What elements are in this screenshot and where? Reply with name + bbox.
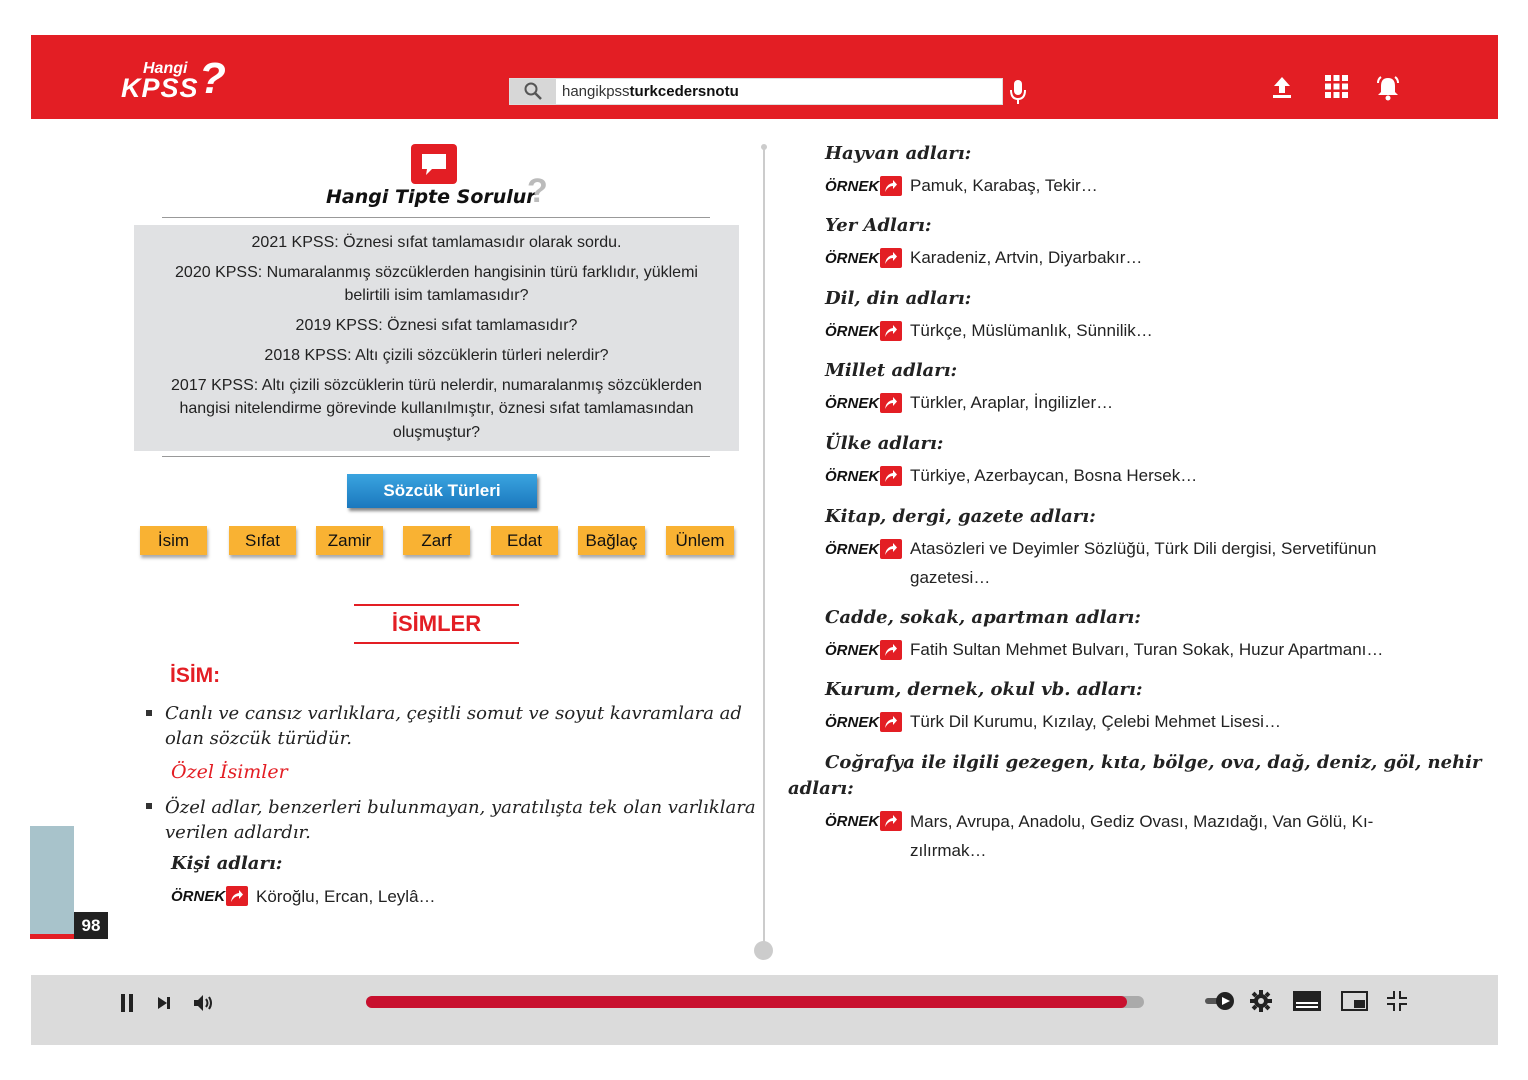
ornek-label: ÖRNEK bbox=[825, 714, 880, 731]
upload-icon[interactable] bbox=[1271, 75, 1293, 99]
search-input[interactable] bbox=[562, 83, 739, 100]
ornek-arrow-icon-box bbox=[226, 886, 248, 906]
definition-line: Canlı ve cansız varlıklara, çeşitli somut ve soyut kavramlara ad bbox=[165, 703, 742, 724]
arrow-icon bbox=[884, 396, 898, 410]
section-heading: Kitap, dergi, gazete adları: bbox=[825, 506, 1096, 527]
ornek-arrow-icon-box bbox=[880, 539, 902, 559]
side-tab bbox=[30, 826, 74, 934]
example-text: Karadeniz, Artvin, Diyarbakır… bbox=[910, 248, 1143, 267]
subtitles-icon[interactable] bbox=[1293, 991, 1321, 1011]
ornek-arrow-icon-box bbox=[880, 466, 902, 486]
search-icon bbox=[524, 82, 542, 100]
player-bar bbox=[31, 975, 1498, 1045]
example-text: Türkçe, Müslümanlık, Sünnilik… bbox=[910, 321, 1153, 340]
ornek-arrow-icon-box bbox=[880, 393, 902, 413]
apps-grid-icon[interactable] bbox=[1325, 75, 1348, 98]
ornek-arrow-icon-box bbox=[880, 176, 902, 196]
question-line: 2019 KPSS: Öznesi sıfat tamlamasıdır? bbox=[295, 317, 578, 334]
ornek-label: ÖRNEK bbox=[825, 250, 880, 267]
ornek-label: ÖRNEK bbox=[825, 395, 880, 412]
next-icon[interactable] bbox=[157, 996, 171, 1010]
question-line: 2017 KPSS: Altı çizili sözcüklerin türü nelerdir, numaralanmış sözcüklerden bbox=[171, 377, 702, 394]
question-line: 2020 KPSS: Numaralanmış sözcüklerden hangisinin türü farklıdır, yüklemi bbox=[175, 264, 698, 281]
top-bar bbox=[31, 35, 1498, 119]
section-heading: Coğrafya ile ilgili gezegen, kıta, bölge, ova, dağ, deniz, göl, nehir bbox=[825, 752, 1482, 773]
divider-bottom bbox=[162, 456, 710, 457]
section-title: İSİMLER bbox=[354, 604, 519, 644]
ornek-label: ÖRNEK bbox=[825, 468, 880, 485]
definition-line: Özel adlar, benzerleri bulunmayan, yaratılışta tek olan varlıklara bbox=[165, 797, 756, 818]
autoplay-toggle-icon[interactable] bbox=[1205, 991, 1235, 1011]
question-line: hangisi nitelendirme görevinde kullanılmıştır, öznesi sıfat tamlamasından bbox=[179, 400, 694, 417]
ozel-isimler-heading: Özel İsimler bbox=[171, 761, 288, 783]
arrow-icon bbox=[884, 179, 898, 193]
speech-bubble-icon bbox=[420, 152, 448, 178]
exit-fullscreen-icon[interactable] bbox=[1386, 990, 1408, 1012]
side-tab-accent bbox=[30, 934, 75, 939]
page-divider-top bbox=[761, 144, 767, 150]
example-text: Fatih Sultan Mehmet Bulvarı, Turan Sokak, Huzur Apartmanı… bbox=[910, 640, 1384, 659]
logo-top-text: Hangi bbox=[143, 60, 188, 77]
arrow-icon bbox=[884, 715, 898, 729]
question-line: oluşmuştur? bbox=[392, 424, 481, 441]
kisi-adlari-heading: Kişi adları: bbox=[171, 853, 283, 874]
example-text: Mars, Avrupa, Anadolu, Gediz Ovası, Mazıdağı, Van Gölü, Kı- bbox=[910, 812, 1374, 831]
ornek-arrow-icon-box bbox=[880, 321, 902, 341]
microphone-icon[interactable] bbox=[1008, 79, 1028, 105]
example-text: Atasözleri ve Deyimler Sözlüğü, Türk Dili dergisi, Servetifünun bbox=[910, 539, 1377, 558]
example-text: Pamuk, Karabaş, Tekir… bbox=[910, 176, 1098, 195]
section-heading: Millet adları: bbox=[825, 360, 958, 381]
type-tag-isim[interactable]: İsim bbox=[140, 526, 207, 555]
arrow-icon bbox=[884, 324, 898, 338]
example-text: Türkler, Araplar, İngilizler… bbox=[910, 393, 1114, 412]
arrow-icon bbox=[230, 889, 244, 903]
definition-line: olan sözcük türüdür. bbox=[165, 728, 352, 749]
section-heading: Cadde, sokak, apartman adları: bbox=[825, 607, 1141, 628]
section-heading: Dil, din adları: bbox=[825, 288, 972, 309]
question-line: 2021 KPSS: Öznesi sıfat tamlamasıdır olarak sordu. bbox=[251, 234, 622, 251]
logo-question-mark: ? bbox=[199, 54, 226, 103]
miniplayer-icon[interactable] bbox=[1341, 991, 1368, 1011]
type-tag-baglac[interactable]: Bağlaç bbox=[578, 526, 645, 555]
section-heading: Yer Adları: bbox=[825, 215, 932, 236]
isim-heading: İSİM: bbox=[170, 664, 221, 687]
section-heading: adları: bbox=[788, 778, 854, 799]
ornek-label: ÖRNEK bbox=[171, 888, 226, 905]
arrow-icon bbox=[884, 469, 898, 483]
divider-top bbox=[162, 217, 710, 218]
section-heading: Ülke adları: bbox=[825, 433, 944, 454]
search-prefix: hangikpss bbox=[562, 83, 630, 100]
type-tag-sifat[interactable]: Sıfat bbox=[229, 526, 296, 555]
volume-icon[interactable] bbox=[193, 994, 215, 1012]
bullet bbox=[146, 710, 154, 718]
ornek-arrow-icon-box bbox=[880, 712, 902, 732]
ornek-arrow-icon-box bbox=[880, 248, 902, 268]
ornek-label: ÖRNEK bbox=[825, 813, 880, 830]
arrow-icon bbox=[884, 251, 898, 265]
bullet bbox=[146, 803, 154, 811]
search-icon-box[interactable] bbox=[510, 79, 556, 104]
ornek-label: ÖRNEK bbox=[825, 323, 880, 340]
progress-fill bbox=[366, 996, 1127, 1008]
example-text: Türkiye, Azerbaycan, Bosna Hersek… bbox=[910, 466, 1198, 485]
section-heading: Kurum, dernek, okul vb. adları: bbox=[825, 679, 1143, 700]
question-title-mark: ? bbox=[527, 172, 548, 210]
question-section-title: Hangi Tipte Sorulur bbox=[326, 186, 536, 208]
example-text: zılırmak… bbox=[910, 841, 987, 860]
search-bold: turkcedersnotu bbox=[629, 83, 739, 100]
ornek-arrow-icon-box bbox=[880, 811, 902, 831]
search-bar[interactable] bbox=[509, 78, 1003, 105]
type-tag-zarf[interactable]: Zarf bbox=[403, 526, 470, 555]
ornek-label: ÖRNEK bbox=[825, 178, 880, 195]
arrow-icon bbox=[884, 643, 898, 657]
type-tag-zamir[interactable]: Zamir bbox=[316, 526, 383, 555]
definition-line: verilen adlardır. bbox=[165, 822, 311, 843]
example-text: gazetesi… bbox=[910, 568, 991, 587]
arrow-icon bbox=[884, 542, 898, 556]
question-line: 2018 KPSS: Altı çizili sözcüklerin türleri nelerdir? bbox=[264, 347, 609, 364]
page-divider bbox=[763, 147, 765, 950]
ornek-label: ÖRNEK bbox=[825, 642, 880, 659]
settings-gear-icon[interactable] bbox=[1250, 990, 1272, 1012]
example-text: Köroğlu, Ercan, Leylâ… bbox=[256, 887, 436, 906]
type-tag-unlem[interactable]: Ünlem bbox=[666, 526, 734, 555]
notification-bell-icon[interactable] bbox=[1375, 75, 1401, 101]
speech-bubble-icon-box bbox=[411, 144, 457, 184]
page-number: 98 bbox=[74, 912, 108, 939]
section-heading: Hayvan adları: bbox=[825, 143, 972, 164]
question-box bbox=[134, 225, 739, 451]
example-text: Türk Dil Kurumu, Kızılay, Çelebi Mehmet Lisesi… bbox=[910, 712, 1281, 731]
ornek-arrow-icon-box bbox=[880, 640, 902, 660]
question-line: belirtili isim tamlamasıdır? bbox=[344, 287, 529, 304]
ornek-label: ÖRNEK bbox=[825, 541, 880, 558]
arrow-icon bbox=[884, 814, 898, 828]
logo-main-text: KPSS bbox=[121, 73, 199, 103]
page-divider-dot bbox=[754, 941, 773, 960]
type-tag-edat[interactable]: Edat bbox=[491, 526, 558, 555]
pause-icon[interactable] bbox=[120, 994, 134, 1012]
word-types-button[interactable]: Sözcük Türleri bbox=[347, 474, 537, 508]
